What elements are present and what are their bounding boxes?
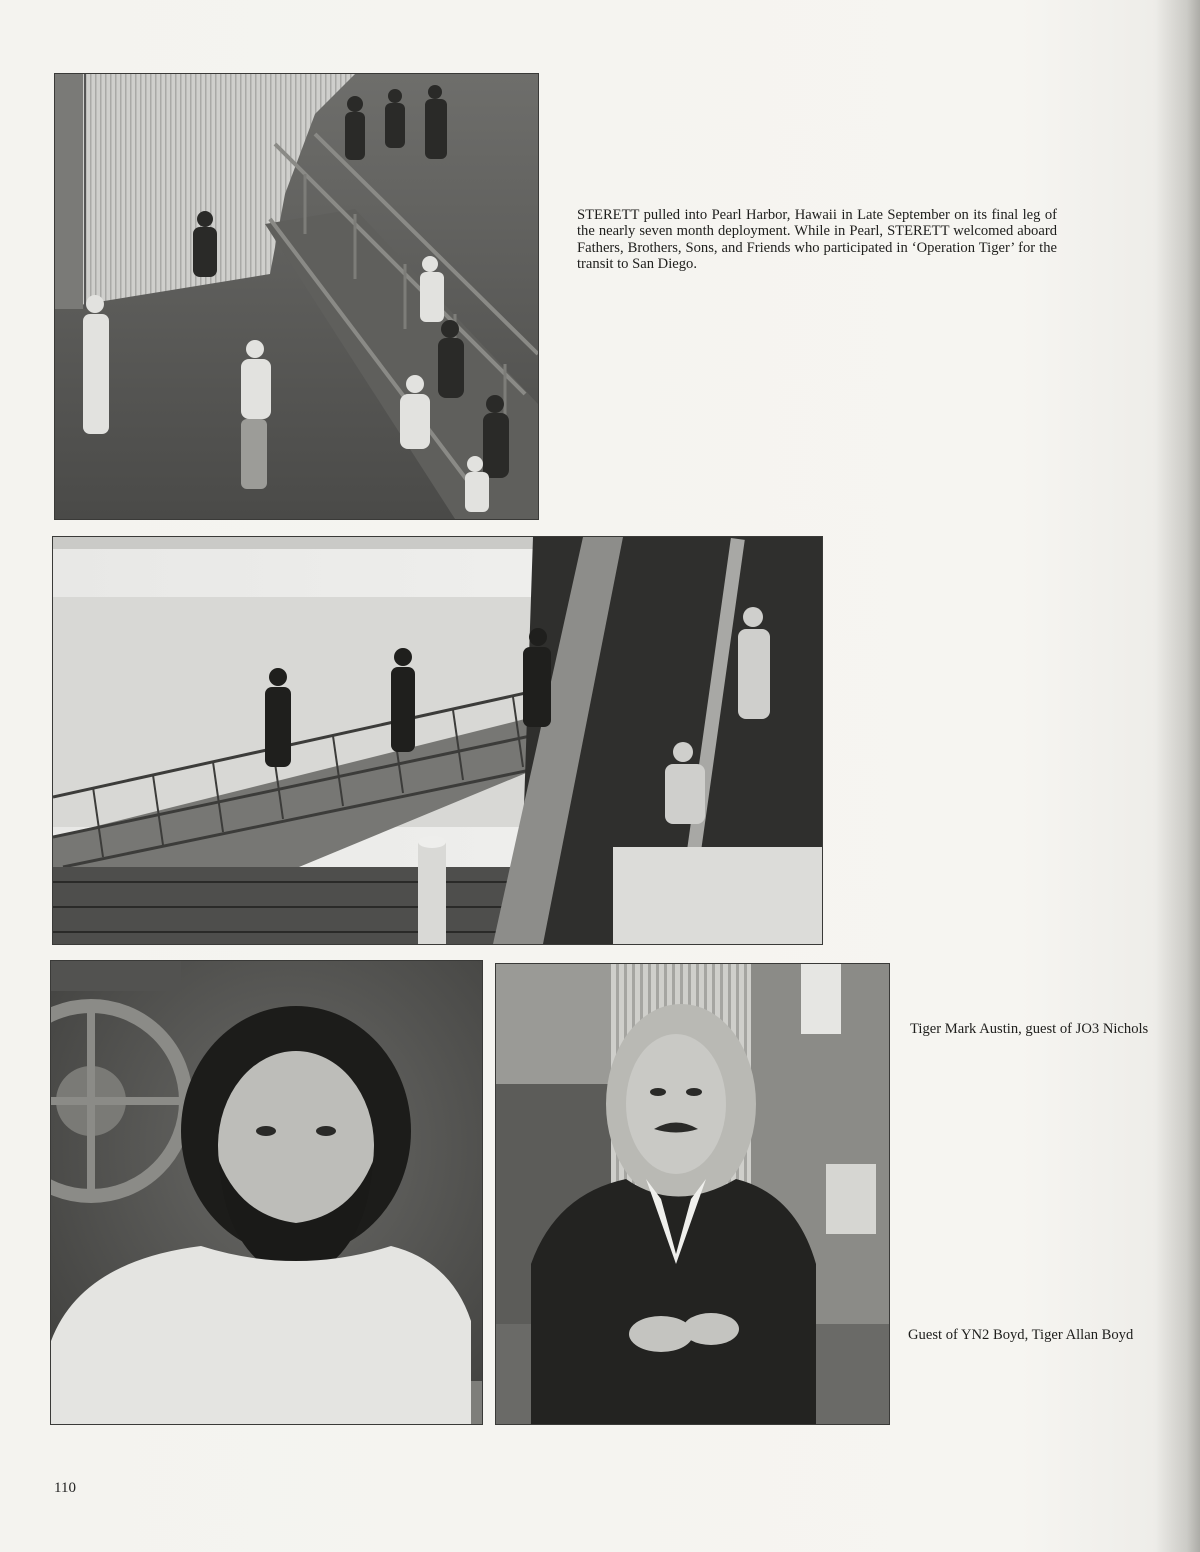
page-number: 110 [54, 1480, 76, 1496]
photo-gangway [53, 537, 822, 944]
photo-deck-boarding [55, 74, 538, 519]
caption-pearl-harbor-arrival: STERETT pulled into Pearl Harbor, Hawaii in Late September on its final leg of the nearly seven month deployment. While in Pearl, STERETT welcomed aboard Fathers, Brothers, Sons, and Friends who participated in ‘Operation Tiger’ for the transit to San Diego. [577, 207, 1057, 273]
caption-allan-boyd: Guest of YN2 Boyd, Tiger Allan Boyd [908, 1327, 1134, 1343]
caption-mark-austin: Tiger Mark Austin, guest of JO3 Nichols [910, 1021, 1149, 1037]
page-edge-shadow [1156, 0, 1200, 1552]
photo-mark-austin [51, 961, 482, 1424]
photo-allan-boyd [496, 964, 889, 1424]
